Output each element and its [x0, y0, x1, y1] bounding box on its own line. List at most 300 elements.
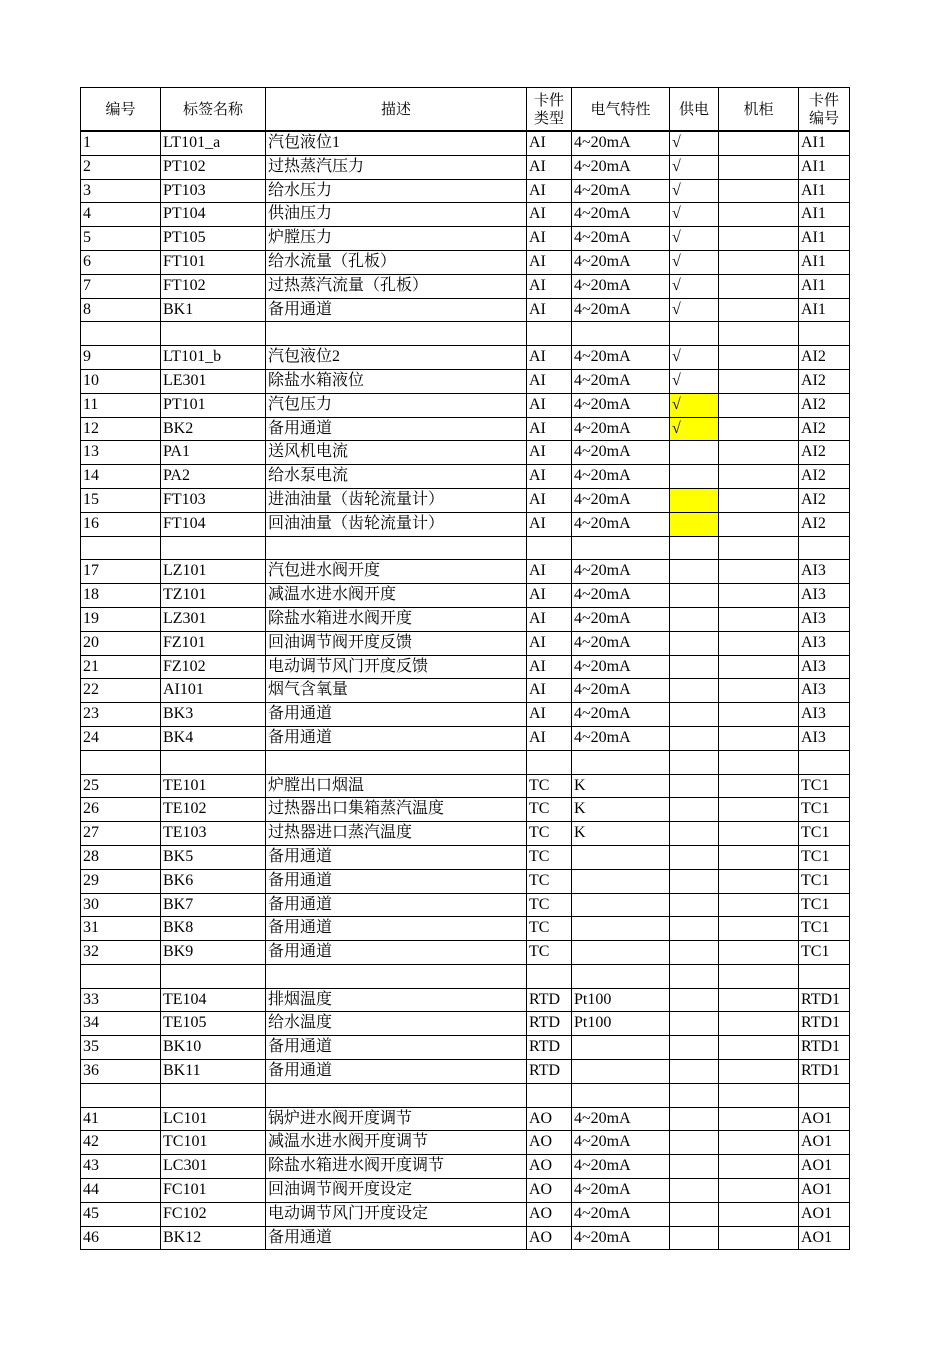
card-number-cell: TC1 — [799, 893, 850, 917]
tag-name-cell: BK1 — [161, 298, 266, 322]
blank-row — [81, 536, 850, 560]
card-type-cell: AI — [527, 346, 572, 370]
blank-cell — [266, 750, 527, 774]
cabinet-cell — [719, 155, 799, 179]
number-cell: 19 — [81, 607, 161, 631]
tag-name-cell: BK11 — [161, 1060, 266, 1084]
description-cell: 备用通道 — [266, 1036, 527, 1060]
card-type-cell: AI — [527, 465, 572, 489]
table-row — [81, 346, 850, 370]
cabinet-cell — [719, 679, 799, 703]
card-number-cell: AI2 — [799, 369, 850, 393]
card-number-cell: AI3 — [799, 631, 850, 655]
tag-name-cell: FT102 — [161, 274, 266, 298]
tag-name-cell: LE301 — [161, 369, 266, 393]
table-row — [81, 250, 850, 274]
number-cell: 24 — [81, 726, 161, 750]
card-type-cell: TC — [527, 845, 572, 869]
cabinet-cell — [719, 131, 799, 155]
table-row — [81, 988, 850, 1012]
blank-row — [81, 750, 850, 774]
tag-name-cell: FZ101 — [161, 631, 266, 655]
description-cell: 给水温度 — [266, 1012, 527, 1036]
card-type-cell: AI — [527, 155, 572, 179]
cabinet-cell — [719, 298, 799, 322]
description-cell: 过热蒸汽压力 — [266, 155, 527, 179]
power-cell: √ — [670, 250, 719, 274]
electrical-cell: 4~20mA — [572, 441, 670, 465]
card-type-cell: AI — [527, 131, 572, 155]
table-row — [81, 679, 850, 703]
electrical-cell: 4~20mA — [572, 488, 670, 512]
number-cell: 32 — [81, 941, 161, 965]
cabinet-cell — [719, 774, 799, 798]
card-type-cell: TC — [527, 822, 572, 846]
table-row — [81, 703, 850, 727]
power-cell: √ — [670, 369, 719, 393]
card-number-cell: TC1 — [799, 869, 850, 893]
table-row — [81, 465, 850, 489]
number-cell: 25 — [81, 774, 161, 798]
tag-name-cell: BK5 — [161, 845, 266, 869]
tag-name-cell: BK12 — [161, 1226, 266, 1250]
power-cell: √ — [670, 417, 719, 441]
cabinet-cell — [719, 1155, 799, 1179]
power-cell — [670, 726, 719, 750]
card-type-cell: AO — [527, 1131, 572, 1155]
power-cell — [670, 679, 719, 703]
electrical-cell: 4~20mA — [572, 607, 670, 631]
number-cell: 3 — [81, 179, 161, 203]
cabinet-cell — [719, 1036, 799, 1060]
power-cell — [670, 893, 719, 917]
electrical-cell — [572, 893, 670, 917]
card-type-cell: AI — [527, 393, 572, 417]
tag-name-cell: FT104 — [161, 512, 266, 536]
power-cell — [670, 869, 719, 893]
card-number-cell: AI2 — [799, 417, 850, 441]
blank-cell — [670, 322, 719, 346]
cabinet-cell — [719, 584, 799, 608]
description-cell: 备用通道 — [266, 893, 527, 917]
header-card-type: 卡件 类型 — [527, 88, 572, 132]
power-cell — [670, 631, 719, 655]
number-cell: 10 — [81, 369, 161, 393]
card-type-cell: TC — [527, 798, 572, 822]
description-cell: 备用通道 — [266, 845, 527, 869]
table-row — [81, 512, 850, 536]
cabinet-cell — [719, 845, 799, 869]
cabinet-cell — [719, 250, 799, 274]
cabinet-cell — [719, 512, 799, 536]
card-number-cell: TC1 — [799, 917, 850, 941]
io-list-table — [80, 87, 850, 1250]
power-cell — [670, 655, 719, 679]
blank-cell — [161, 536, 266, 560]
blank-cell — [719, 536, 799, 560]
card-type-cell: RTD — [527, 1036, 572, 1060]
blank-cell — [670, 536, 719, 560]
number-cell: 8 — [81, 298, 161, 322]
table-row — [81, 1202, 850, 1226]
power-cell — [670, 988, 719, 1012]
card-number-cell: AO1 — [799, 1202, 850, 1226]
electrical-cell: Pt100 — [572, 1012, 670, 1036]
card-type-cell: TC — [527, 869, 572, 893]
electrical-cell: 4~20mA — [572, 584, 670, 608]
card-type-cell: AI — [527, 250, 572, 274]
table-row — [81, 1107, 850, 1131]
description-cell: 送风机电流 — [266, 441, 527, 465]
card-type-cell: AO — [527, 1202, 572, 1226]
description-cell: 备用通道 — [266, 941, 527, 965]
electrical-cell: 4~20mA — [572, 1131, 670, 1155]
card-type-cell: AI — [527, 607, 572, 631]
tag-name-cell: PA2 — [161, 465, 266, 489]
table-row — [81, 417, 850, 441]
electrical-cell: 4~20mA — [572, 512, 670, 536]
card-number-cell: AI3 — [799, 679, 850, 703]
table-row — [81, 1012, 850, 1036]
number-cell: 35 — [81, 1036, 161, 1060]
power-cell — [670, 512, 719, 536]
blank-cell — [161, 964, 266, 988]
power-cell — [670, 917, 719, 941]
blank-cell — [81, 322, 161, 346]
electrical-cell: 4~20mA — [572, 369, 670, 393]
description-cell: 进油油量（齿轮流量计） — [266, 488, 527, 512]
number-cell: 18 — [81, 584, 161, 608]
description-cell: 回油调节阀开度反馈 — [266, 631, 527, 655]
card-type-cell: AI — [527, 726, 572, 750]
electrical-cell: 4~20mA — [572, 703, 670, 727]
description-cell: 给水压力 — [266, 179, 527, 203]
card-number-cell: AI2 — [799, 465, 850, 489]
number-cell: 2 — [81, 155, 161, 179]
electrical-cell: 4~20mA — [572, 203, 670, 227]
number-cell: 22 — [81, 679, 161, 703]
tag-name-cell: TE102 — [161, 798, 266, 822]
table-row — [81, 227, 850, 251]
electrical-cell: 4~20mA — [572, 1179, 670, 1203]
cabinet-cell — [719, 488, 799, 512]
electrical-cell — [572, 1060, 670, 1084]
electrical-cell: 4~20mA — [572, 155, 670, 179]
table-row — [81, 726, 850, 750]
blank-cell — [161, 322, 266, 346]
card-number-cell: RTD1 — [799, 1060, 850, 1084]
description-cell: 备用通道 — [266, 869, 527, 893]
cabinet-cell — [719, 179, 799, 203]
number-cell: 42 — [81, 1131, 161, 1155]
number-cell: 45 — [81, 1202, 161, 1226]
power-cell — [670, 941, 719, 965]
blank-cell — [266, 964, 527, 988]
card-number-cell: AI1 — [799, 227, 850, 251]
electrical-cell: 4~20mA — [572, 298, 670, 322]
tag-name-cell: BK3 — [161, 703, 266, 727]
card-number-cell: RTD1 — [799, 988, 850, 1012]
tag-name-cell: TE105 — [161, 1012, 266, 1036]
tag-name-cell: BK9 — [161, 941, 266, 965]
table-row — [81, 179, 850, 203]
electrical-cell: 4~20mA — [572, 655, 670, 679]
description-cell: 过热器进口蒸汽温度 — [266, 822, 527, 846]
cabinet-cell — [719, 227, 799, 251]
card-type-cell: RTD — [527, 1060, 572, 1084]
card-number-cell: AI1 — [799, 274, 850, 298]
tag-name-cell: BK2 — [161, 417, 266, 441]
card-type-cell: RTD — [527, 988, 572, 1012]
power-cell — [670, 488, 719, 512]
description-cell: 回油油量（齿轮流量计） — [266, 512, 527, 536]
power-cell — [670, 1202, 719, 1226]
electrical-cell: K — [572, 822, 670, 846]
card-number-cell: AI1 — [799, 250, 850, 274]
card-number-cell: TC1 — [799, 774, 850, 798]
blank-cell — [527, 322, 572, 346]
power-cell — [670, 1131, 719, 1155]
power-cell — [670, 1155, 719, 1179]
table-row — [81, 893, 850, 917]
blank-cell — [81, 964, 161, 988]
blank-cell — [81, 536, 161, 560]
card-type-cell: AO — [527, 1226, 572, 1250]
blank-cell — [161, 750, 266, 774]
table-row — [81, 488, 850, 512]
card-type-cell: AI — [527, 703, 572, 727]
card-number-cell: AI2 — [799, 393, 850, 417]
card-number-cell: TC1 — [799, 822, 850, 846]
card-type-cell: AO — [527, 1179, 572, 1203]
power-cell — [670, 1179, 719, 1203]
power-cell — [670, 607, 719, 631]
table-row — [81, 441, 850, 465]
table-row — [81, 798, 850, 822]
tag-name-cell: PT103 — [161, 179, 266, 203]
number-cell: 12 — [81, 417, 161, 441]
tag-name-cell: BK6 — [161, 869, 266, 893]
electrical-cell — [572, 941, 670, 965]
table-row — [81, 560, 850, 584]
blank-cell — [527, 964, 572, 988]
description-cell: 锅炉进水阀开度调节 — [266, 1107, 527, 1131]
description-cell: 汽包液位2 — [266, 346, 527, 370]
blank-row — [81, 322, 850, 346]
cabinet-cell — [719, 203, 799, 227]
header-power: 供电 — [670, 88, 719, 132]
cabinet-cell — [719, 1131, 799, 1155]
tag-name-cell: BK10 — [161, 1036, 266, 1060]
header-row — [81, 88, 850, 132]
tag-name-cell: FC101 — [161, 1179, 266, 1203]
electrical-cell: 4~20mA — [572, 131, 670, 155]
cabinet-cell — [719, 1107, 799, 1131]
electrical-cell — [572, 917, 670, 941]
number-cell: 15 — [81, 488, 161, 512]
electrical-cell: 4~20mA — [572, 465, 670, 489]
card-type-cell: AI — [527, 512, 572, 536]
number-cell: 13 — [81, 441, 161, 465]
blank-cell — [266, 536, 527, 560]
description-cell: 过热器出口集箱蒸汽温度 — [266, 798, 527, 822]
table-row — [81, 607, 850, 631]
power-cell — [670, 1107, 719, 1131]
header-card-number: 卡件 编号 — [799, 88, 850, 132]
blank-cell — [572, 322, 670, 346]
tag-name-cell: FT101 — [161, 250, 266, 274]
card-number-cell: AI1 — [799, 298, 850, 322]
electrical-cell: 4~20mA — [572, 679, 670, 703]
blank-cell — [161, 1083, 266, 1107]
description-cell: 除盐水箱进水阀开度 — [266, 607, 527, 631]
card-number-cell: AI3 — [799, 607, 850, 631]
number-cell: 7 — [81, 274, 161, 298]
power-cell: √ — [670, 298, 719, 322]
cabinet-cell — [719, 941, 799, 965]
tag-name-cell: AI101 — [161, 679, 266, 703]
card-number-cell: RTD1 — [799, 1036, 850, 1060]
electrical-cell: 4~20mA — [572, 631, 670, 655]
electrical-cell: 4~20mA — [572, 1226, 670, 1250]
power-cell: √ — [670, 203, 719, 227]
power-cell: √ — [670, 274, 719, 298]
electrical-cell: 4~20mA — [572, 1202, 670, 1226]
card-number-cell: AI3 — [799, 584, 850, 608]
blank-cell — [670, 1083, 719, 1107]
card-type-cell: TC — [527, 917, 572, 941]
description-cell: 备用通道 — [266, 298, 527, 322]
cabinet-cell — [719, 274, 799, 298]
table-row — [81, 655, 850, 679]
electrical-cell — [572, 869, 670, 893]
card-number-cell: AI2 — [799, 441, 850, 465]
card-type-cell: RTD — [527, 1012, 572, 1036]
description-cell: 供油压力 — [266, 203, 527, 227]
electrical-cell — [572, 1036, 670, 1060]
cabinet-cell — [719, 1060, 799, 1084]
card-type-cell: AI — [527, 441, 572, 465]
card-type-cell: TC — [527, 941, 572, 965]
card-type-cell: AI — [527, 417, 572, 441]
number-cell: 5 — [81, 227, 161, 251]
card-type-cell: AI — [527, 298, 572, 322]
table-body — [81, 131, 850, 1250]
blank-cell — [719, 964, 799, 988]
description-cell: 备用通道 — [266, 1226, 527, 1250]
card-number-cell: AI2 — [799, 512, 850, 536]
number-cell: 31 — [81, 917, 161, 941]
tag-name-cell: LC101 — [161, 1107, 266, 1131]
tag-name-cell: BK7 — [161, 893, 266, 917]
blank-cell — [572, 964, 670, 988]
description-cell: 备用通道 — [266, 726, 527, 750]
cabinet-cell — [719, 441, 799, 465]
electrical-cell: K — [572, 774, 670, 798]
electrical-cell: 4~20mA — [572, 346, 670, 370]
tag-name-cell: LZ101 — [161, 560, 266, 584]
number-cell: 21 — [81, 655, 161, 679]
tag-name-cell: PA1 — [161, 441, 266, 465]
power-cell — [670, 1226, 719, 1250]
cabinet-cell — [719, 869, 799, 893]
card-type-cell: AI — [527, 584, 572, 608]
cabinet-cell — [719, 893, 799, 917]
blank-cell — [719, 1083, 799, 1107]
card-number-cell: AO1 — [799, 1179, 850, 1203]
header-electrical: 电气特性 — [572, 88, 670, 132]
blank-cell — [799, 1083, 850, 1107]
table-row — [81, 1179, 850, 1203]
card-type-cell: AI — [527, 631, 572, 655]
description-cell: 除盐水箱液位 — [266, 369, 527, 393]
card-number-cell: AI3 — [799, 726, 850, 750]
card-number-cell: AI1 — [799, 131, 850, 155]
description-cell: 备用通道 — [266, 417, 527, 441]
cabinet-cell — [719, 655, 799, 679]
cabinet-cell — [719, 917, 799, 941]
tag-name-cell: BK8 — [161, 917, 266, 941]
number-cell: 11 — [81, 393, 161, 417]
tag-name-cell: TE103 — [161, 822, 266, 846]
number-cell: 17 — [81, 560, 161, 584]
tag-name-cell: LT101_a — [161, 131, 266, 155]
table-row — [81, 774, 850, 798]
electrical-cell: 4~20mA — [572, 227, 670, 251]
number-cell: 1 — [81, 131, 161, 155]
number-cell: 33 — [81, 988, 161, 1012]
card-type-cell: AI — [527, 679, 572, 703]
description-cell: 除盐水箱进水阀开度调节 — [266, 1155, 527, 1179]
blank-cell — [799, 322, 850, 346]
electrical-cell: 4~20mA — [572, 1155, 670, 1179]
card-number-cell: AI3 — [799, 655, 850, 679]
card-number-cell: AI1 — [799, 179, 850, 203]
number-cell: 4 — [81, 203, 161, 227]
table-row — [81, 941, 850, 965]
cabinet-cell — [719, 560, 799, 584]
blank-cell — [799, 964, 850, 988]
number-cell: 44 — [81, 1179, 161, 1203]
cabinet-cell — [719, 703, 799, 727]
table-row — [81, 1060, 850, 1084]
power-cell: √ — [670, 346, 719, 370]
description-cell: 回油调节阀开度设定 — [266, 1179, 527, 1203]
table-row — [81, 584, 850, 608]
electrical-cell — [572, 845, 670, 869]
cabinet-cell — [719, 465, 799, 489]
electrical-cell: 4~20mA — [572, 274, 670, 298]
power-cell: √ — [670, 227, 719, 251]
header-number: 编号 — [81, 88, 161, 132]
table-row — [81, 845, 850, 869]
number-cell: 41 — [81, 1107, 161, 1131]
power-cell — [670, 560, 719, 584]
description-cell: 过热蒸汽流量（孔板） — [266, 274, 527, 298]
description-cell: 电动调节风门开度设定 — [266, 1202, 527, 1226]
blank-cell — [572, 1083, 670, 1107]
description-cell: 汽包压力 — [266, 393, 527, 417]
table-row — [81, 1155, 850, 1179]
tag-name-cell: BK4 — [161, 726, 266, 750]
power-cell: √ — [670, 393, 719, 417]
number-cell: 28 — [81, 845, 161, 869]
card-type-cell: AI — [527, 655, 572, 679]
tag-name-cell: FT103 — [161, 488, 266, 512]
table-row — [81, 298, 850, 322]
table-row — [81, 369, 850, 393]
number-cell: 36 — [81, 1060, 161, 1084]
